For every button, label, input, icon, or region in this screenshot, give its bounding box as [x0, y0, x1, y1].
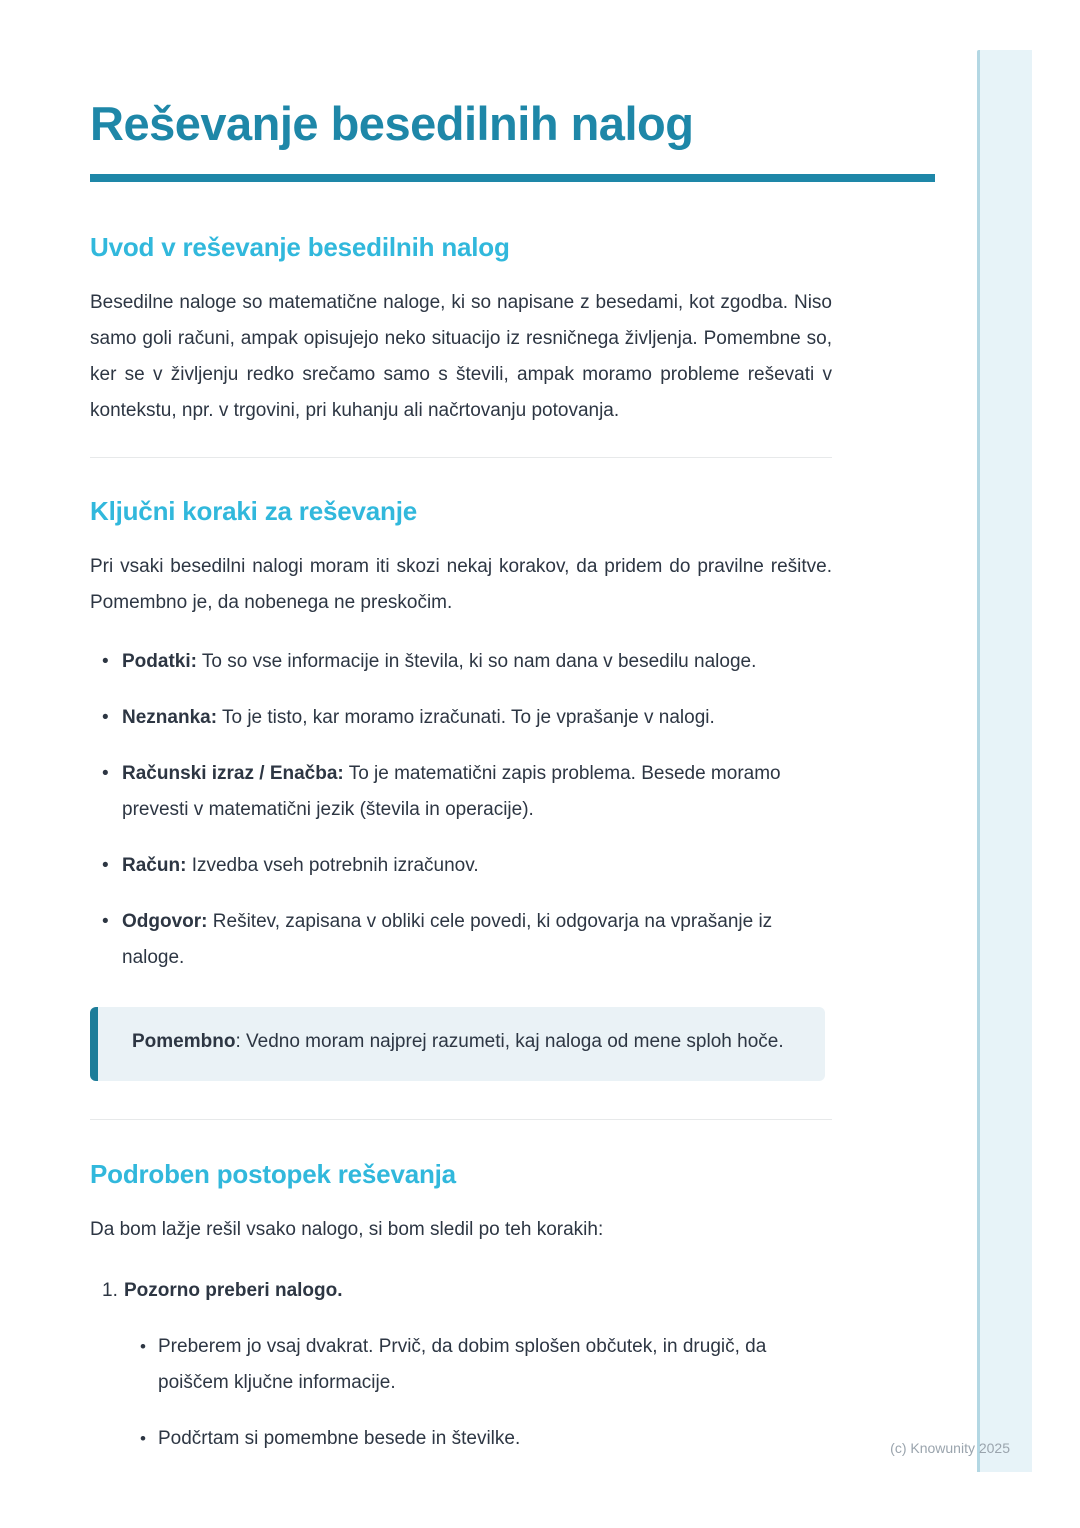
section-divider [90, 1119, 832, 1120]
bullet-icon: • [102, 762, 109, 784]
section-divider [90, 457, 832, 458]
bullet-icon: • [140, 1336, 146, 1356]
list-item-body: Izvedba vseh potrebnih izračunov. [191, 854, 479, 876]
list-item-body: To je matematični zapis problema. Besede moramo prevesti v matematični jezik (števila in operacije). [122, 762, 781, 820]
section-heading-steps: Ključni koraki za reševanje [90, 495, 417, 526]
list-item-term: Neznanka: [122, 706, 218, 728]
list-item-term: Račun: [122, 854, 187, 876]
list-item-text [122, 700, 832, 736]
item-title: Pozorno preberi nalogo. [124, 1279, 343, 1301]
list-item-text [122, 644, 832, 680]
procedure-numbered-list [90, 1273, 832, 1457]
sub-bullet-list [126, 1329, 832, 1457]
bullet-icon: • [102, 650, 109, 672]
list-item [90, 904, 832, 976]
side-accent-bar [977, 50, 1032, 1472]
list-item-text [122, 848, 832, 884]
sub-list-item-text: Podčrtam si pomembne besede in številke. [158, 1427, 521, 1449]
sub-list-item [126, 1329, 832, 1401]
list-item-body: To je tisto, kar moramo izračunati. To je vprašanje v nalogi. [221, 706, 715, 728]
numbered-item [90, 1273, 832, 1457]
numbered-item-row [90, 1273, 832, 1309]
intro-paragraph: Besedilne naloge so matematične naloge, ki so napisane z besedami, kot zgodba. Niso samo goli računi, ampak opisujejo neko situacijo iz resničnega življenja. Pomembne so, ker se v življenju redko srečamo samo s števili, ampak moramo probleme reševati v kontekstu, npr. v trgovini, pri kuhanju ali načrtovanju potovanja. [90, 291, 832, 421]
page-title: Reševanje besedilnih nalog [90, 97, 694, 150]
list-item-text [122, 904, 832, 976]
bullet-icon: • [102, 854, 109, 876]
bullet-icon: • [140, 1428, 146, 1448]
callout-term: Pomembno [132, 1030, 236, 1052]
list-item [90, 644, 832, 680]
steps-list [90, 644, 832, 976]
bullet-icon: • [102, 706, 109, 728]
document-content [90, 0, 832, 1457]
list-item-body: To so vse informacije in števila, ki so nam dana v besedilu naloge. [201, 650, 757, 672]
item-number: 1. [102, 1279, 118, 1301]
section-heading-intro: Uvod v reševanje besedilnih nalog [90, 232, 510, 263]
copyright-footer: (c) Knowunity 2025 [890, 1440, 1010, 1456]
list-item-term: Odgovor: [122, 910, 208, 932]
list-item [90, 700, 832, 736]
list-item [90, 756, 832, 828]
list-item-term: Računski izraz / Enačba: [122, 762, 344, 784]
list-item-text [122, 756, 832, 828]
sub-list-item [126, 1421, 832, 1457]
procedure-paragraph: Da bom lažje rešil vsako nalogo, si bom sledil po teh korakih: [90, 1218, 604, 1240]
callout-body: : Vedno moram najprej razumeti, kaj naloga od mene sploh hoče. [235, 1030, 784, 1052]
steps-paragraph: Pri vsaki besedilni nalogi moram iti skozi nekaj korakov, da pridem do pravilne rešitve. Pomembno je, da nobenega ne preskočim. [90, 555, 832, 613]
important-callout [90, 1007, 825, 1081]
list-item-body: Rešitev, zapisana v obliki cele povedi, ki odgovarja na vprašanje iz naloge. [122, 910, 773, 968]
list-item [90, 848, 832, 884]
title-underline-rule [90, 174, 935, 182]
bullet-icon: • [102, 910, 109, 932]
sub-list-item-text: Preberem jo vsaj dvakrat. Prvič, da dobim splošen občutek, in drugič, da poiščem ključne informacije. [158, 1335, 767, 1393]
list-item-term: Podatki: [122, 650, 197, 672]
section-heading-procedure: Podroben postopek reševanja [90, 1158, 456, 1189]
